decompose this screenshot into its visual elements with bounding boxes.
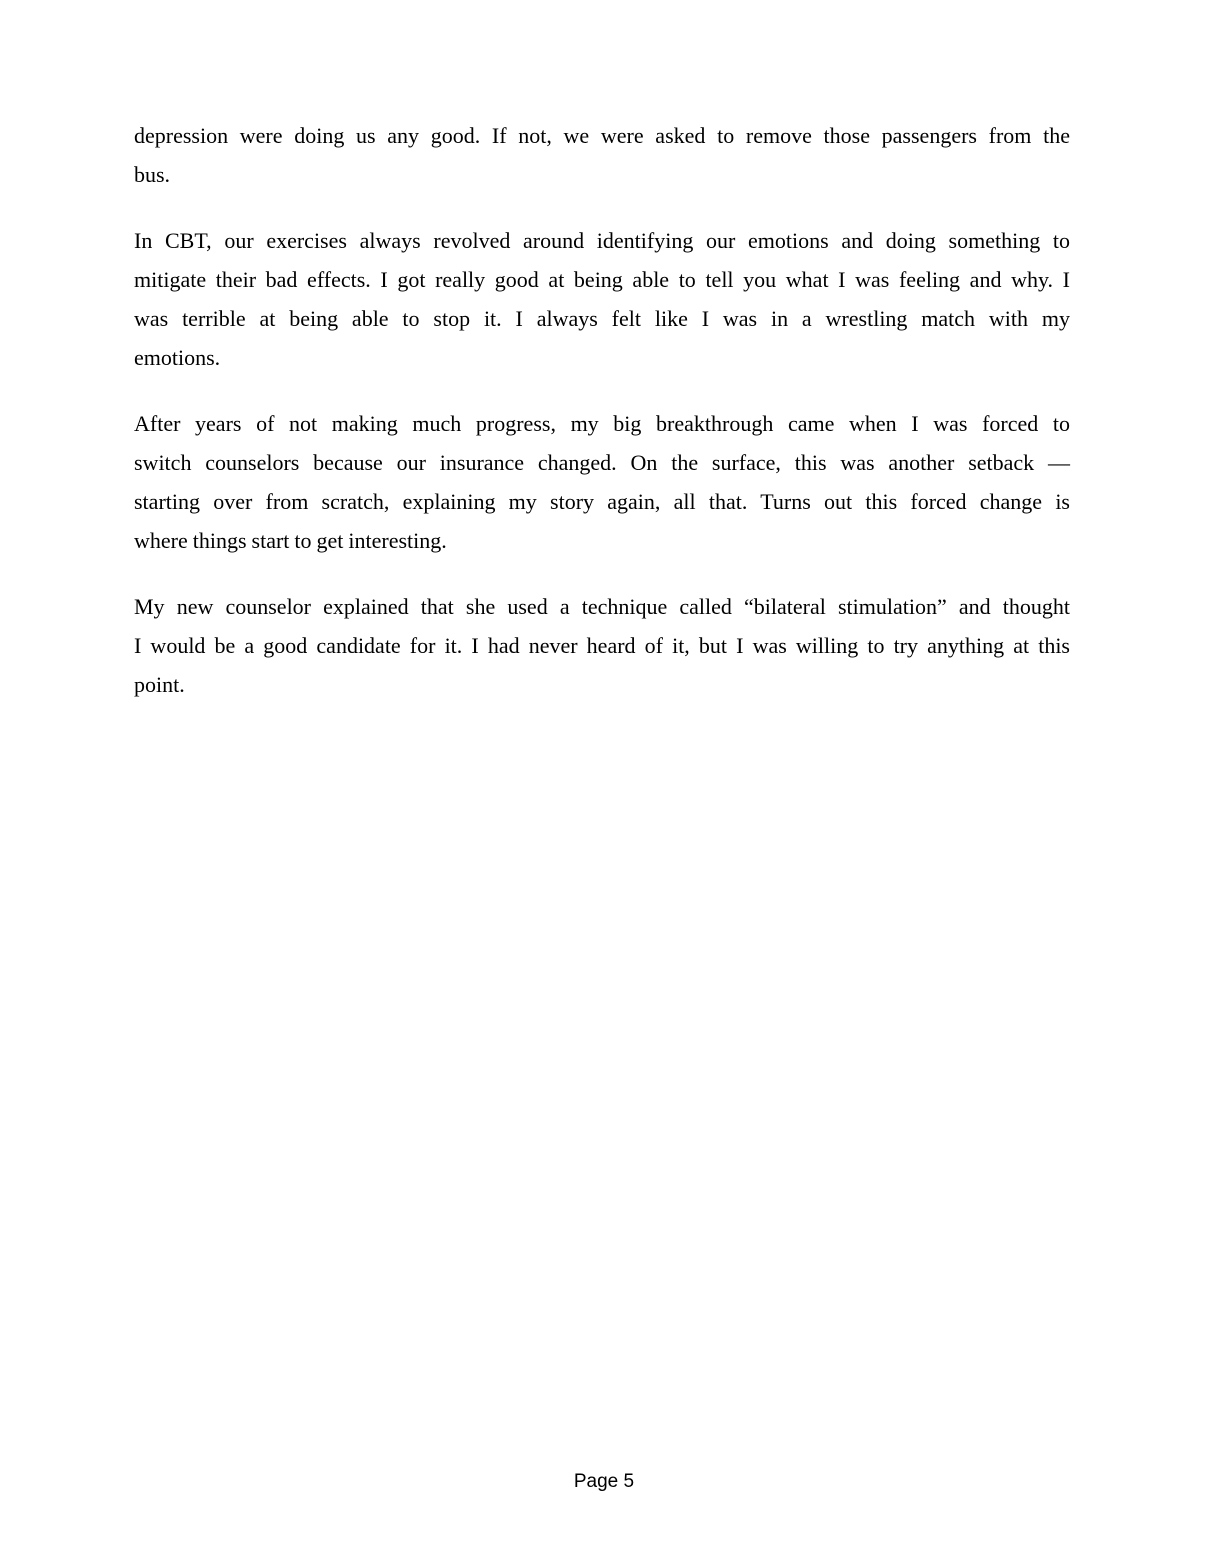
text-line: depression were doing us any good. If not, we were asked to remove those passengers from the: [134, 123, 1070, 148]
text-line: switch counselors because our insurance changed. On the surface, this was another setback —: [134, 450, 1070, 475]
text-line: mitigate their bad effects. I got really good at being able to tell you what I was feeling and why. I: [134, 267, 1070, 292]
document-body: [134, 116, 1070, 731]
paragraph: [134, 404, 1070, 560]
text-line: point.: [134, 672, 185, 697]
text-line: was terrible at being able to stop it. I always felt like I was in a wrestling match with my: [134, 306, 1070, 331]
text-line: starting over from scratch, explaining my story again, all that. Turns out this forced change is: [134, 489, 1070, 514]
paragraph: [134, 587, 1070, 704]
text-line: My new counselor explained that she used a technique called “bilateral stimulation” and thought: [134, 594, 1070, 619]
text-line: bus.: [134, 162, 171, 187]
paragraph: [134, 116, 1070, 194]
paragraph: [134, 221, 1070, 377]
text-line: emotions.: [134, 345, 221, 370]
text-line: In CBT, our exercises always revolved around identifying our emotions and doing something to: [134, 228, 1070, 253]
text-line: After years of not making much progress, my big breakthrough came when I was forced to: [134, 411, 1070, 436]
text-line: I would be a good candidate for it. I had never heard of it, but I was willing to try anything at this: [134, 633, 1070, 658]
text-line: where things start to get interesting.: [134, 528, 447, 553]
page-number: Page 5: [573, 1471, 635, 1492]
